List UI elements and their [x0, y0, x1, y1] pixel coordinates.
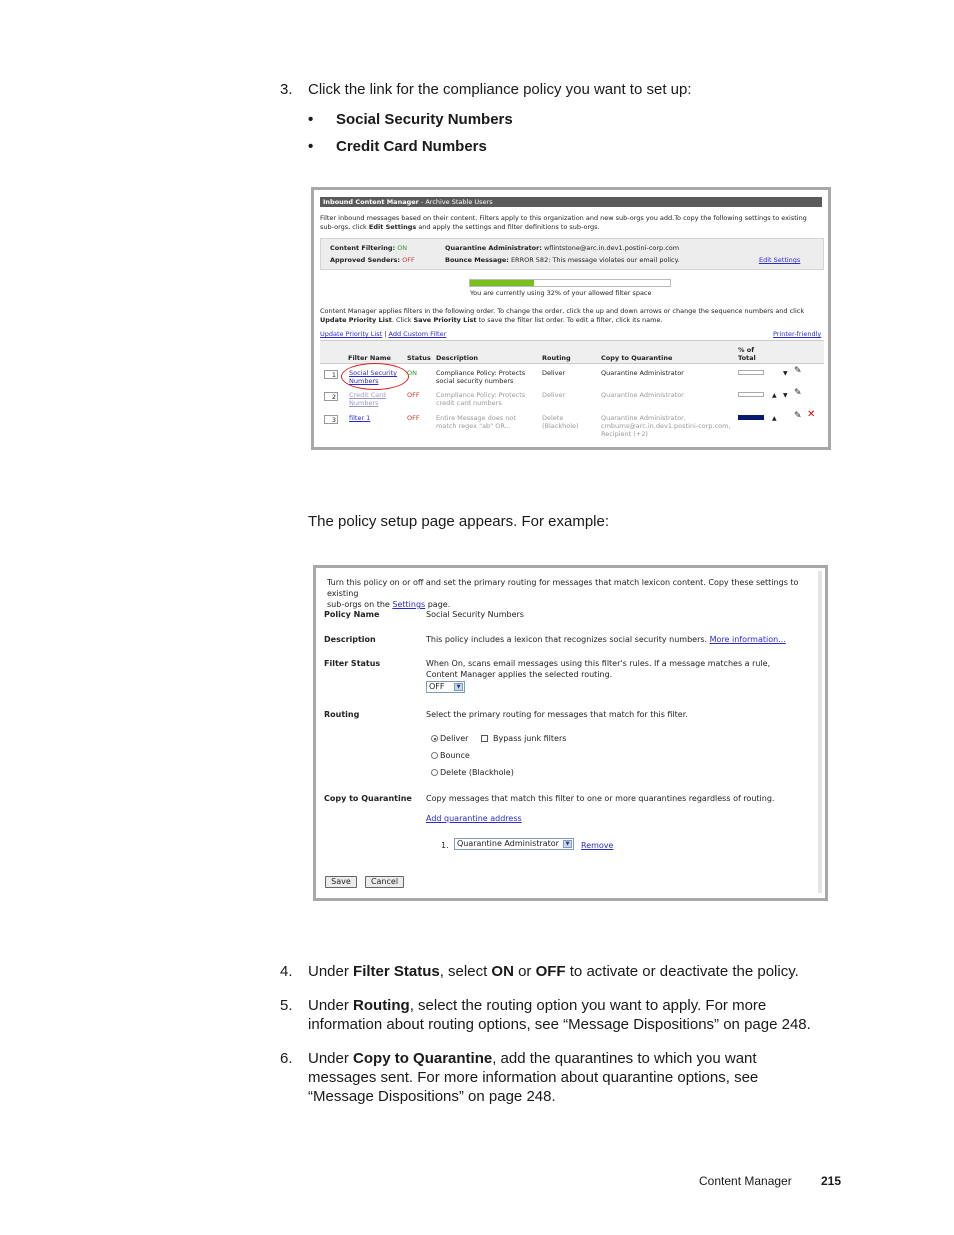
col-copy-to-quarantine: Copy to Quarantine — [601, 354, 673, 362]
filter-name-line: Social Security — [349, 369, 398, 377]
order-line-1: Content Manager applies filters in the following order. To change the order, click the up and down arrows or change the sequence numbers and click — [320, 307, 805, 315]
bullet-label: Social Security Numbers — [336, 111, 513, 128]
copy-line: cmburns@arc.in.dev1.postini-corp.com, — [601, 422, 731, 430]
col-total: Total — [738, 354, 756, 362]
step-text: Under — [308, 963, 354, 980]
filter-name-line: Numbers — [349, 399, 379, 407]
step-bold: Copy to Quarantine — [353, 1050, 493, 1067]
radio-icon[interactable] — [431, 769, 438, 776]
step-bold: Routing — [353, 997, 410, 1014]
filter-routing: Deliver — [542, 391, 566, 399]
deliver-label: Deliver — [440, 734, 469, 743]
qa-label: Quarantine Administrator: — [445, 244, 542, 252]
routing-option-deliver[interactable] — [431, 733, 468, 744]
status-text: Content Manager applies the selected routing. — [426, 670, 613, 679]
routing-description: Select the primary routing for messages that match for this filter. — [426, 710, 688, 719]
filter-description — [436, 369, 525, 385]
filter-status: ON — [407, 369, 417, 377]
step-5-text — [308, 996, 838, 1034]
bullet-credit-card: • Credit Card Numbers — [308, 138, 487, 155]
edit-icon[interactable]: ✎ — [794, 366, 802, 376]
edit-settings-link[interactable]: Edit Settings — [759, 256, 801, 264]
col-filter-name: Filter Name — [348, 354, 391, 362]
filter-table-header — [320, 340, 824, 364]
radio-icon[interactable] — [431, 752, 438, 759]
step-4-text — [308, 962, 848, 981]
scrollbar[interactable] — [818, 571, 822, 893]
intro-text: page. — [425, 600, 451, 609]
intro-text: sub-orgs, click — [320, 223, 369, 231]
bounce-label: Bounce — [440, 751, 470, 760]
policy-name-value: Social Security Numbers — [426, 610, 524, 619]
filter-name-line: Numbers — [349, 377, 379, 385]
percent-bar — [738, 370, 764, 375]
filter-status-label: Filter Status — [324, 659, 381, 668]
step-bold: Filter Status — [353, 963, 440, 980]
policy-name-label: Policy Name — [324, 610, 380, 619]
quarantine-admin-row — [445, 244, 679, 252]
intro-text: Turn this policy on or off and set the primary routing for messages that match lexicon content. Copy these settings to existing — [327, 578, 799, 598]
order-text: . Click — [391, 316, 414, 324]
edit-icon[interactable]: ✎ — [794, 388, 802, 398]
cancel-button[interactable]: Cancel — [365, 876, 404, 888]
intro-line-1: Filter inbound messages based on their content. Filters apply to this organization and new sub-orgs you add.To copy the following settings to existing — [320, 214, 807, 222]
intro-bold: Edit Settings — [368, 223, 417, 231]
step-text: , select the routing option you want to apply. For more information about routing options, see “Message Dispositions” on page 248. — [308, 997, 811, 1033]
bullet-label: Credit Card Numbers — [336, 138, 487, 155]
as-label: Approved Senders: — [330, 256, 401, 264]
add-custom-filter-link[interactable]: Add Custom Filter — [388, 330, 447, 338]
col-description: Description — [436, 354, 479, 362]
step-5-number: 5. — [280, 997, 293, 1014]
sequence-input[interactable]: 2 — [324, 392, 338, 401]
footer-section: Content Manager — [699, 1174, 792, 1188]
desc-line: Entire Message does not — [436, 414, 516, 422]
step-text: Under — [308, 1050, 354, 1067]
content-filtering-row — [330, 244, 407, 252]
step-text: , select — [439, 963, 492, 980]
quarantine-index: 1. — [441, 841, 449, 850]
order-line-2 — [320, 316, 663, 324]
screenshot-title-bar — [320, 197, 822, 207]
quarantine-select[interactable] — [454, 838, 574, 850]
order-text: to save the filter list order. To edit a filter, click its name. — [476, 316, 663, 324]
filter-status-select[interactable] — [426, 681, 465, 693]
step-3-number: 3. — [280, 81, 293, 98]
description-text: This policy includes a lexicon that recognizes social security numbers. — [426, 635, 708, 644]
intro-text: sub-orgs on the — [327, 600, 393, 609]
list-links — [320, 330, 446, 338]
filter-status-description — [426, 658, 770, 680]
bullet-social-security: • Social Security Numbers — [308, 111, 513, 128]
title-rest: - Archive Stable Users — [418, 198, 493, 206]
step-6-text — [308, 1049, 788, 1106]
desc-line: social security numbers — [436, 377, 514, 385]
step-6-number: 6. — [280, 1050, 293, 1067]
copy-line: Quarantine Administrator, — [601, 414, 686, 422]
status-text: When On, scans email messages using this filter's rules. If a message matches a rule, — [426, 659, 771, 668]
filter-status-value: OFF — [429, 682, 445, 691]
step-bold: ON — [491, 963, 514, 980]
more-information-link[interactable]: More information... — [709, 635, 786, 644]
printer-friendly-link[interactable]: Printer-friendly — [773, 330, 822, 338]
policy-setup-screenshot — [313, 565, 828, 901]
radio-icon[interactable] — [431, 735, 438, 742]
edit-icon[interactable]: ✎ — [794, 411, 802, 421]
save-button[interactable]: Save — [325, 876, 357, 888]
chevron-down-icon: ▼ — [563, 840, 572, 848]
filter-space-bar-fill — [470, 280, 534, 286]
desc-line: Compliance Policy: Protects — [436, 369, 526, 377]
filter-name-link[interactable]: filter 1 — [349, 414, 371, 422]
sequence-input[interactable]: 1 — [324, 370, 338, 379]
highlight-circle — [341, 363, 409, 390]
routing-line: Delete — [542, 414, 564, 422]
bm-label: Bounce Message: — [445, 256, 509, 264]
copy-line: Recipient (+2) — [601, 430, 648, 438]
intro-line-2 — [320, 223, 600, 231]
copy-to-quarantine-description: Copy messages that match this filter to one or more quarantines regardless of routing. — [426, 794, 775, 803]
description-value — [426, 634, 786, 645]
step-text: Under — [308, 997, 354, 1014]
policy-intro-text: The policy setup page appears. For example: — [308, 513, 610, 530]
filter-routing: Deliver — [542, 369, 566, 377]
order-bold: Update Priority List — [320, 316, 392, 324]
quarantine-value: Quarantine Administrator — [457, 839, 559, 848]
percent-bar-filled — [738, 415, 764, 420]
as-value: OFF — [402, 256, 415, 264]
intro-text: and apply the settings and filter definitions to sub-orgs. — [416, 223, 600, 231]
up-arrow-icon[interactable]: ▲ — [772, 415, 777, 422]
routing-option-delete[interactable] — [431, 767, 514, 778]
col-routing: Routing — [542, 354, 571, 362]
step-4-number: 4. — [280, 963, 293, 980]
desc-line: match regex "ab" OR... — [436, 422, 511, 430]
chevron-down-icon: ▼ — [454, 683, 463, 691]
filter-status: OFF — [407, 414, 420, 422]
step-3-text: Click the link for the compliance policy you want to set up: — [308, 81, 692, 98]
approved-senders-row — [330, 256, 415, 264]
delete-label: Delete (Blackhole) — [440, 768, 514, 777]
down-arrow-icon[interactable]: ▼ — [783, 392, 788, 399]
bounce-message-row — [445, 256, 680, 264]
bm-value: ERROR 582: This message violates our email policy. — [510, 256, 680, 264]
step-text: to activate or deactivate the policy. — [565, 963, 799, 980]
settings-link[interactable]: Settings — [392, 600, 426, 609]
qa-value: wflintstone@arc.in.dev1.postini-corp.com — [543, 244, 680, 252]
page-number: 215 — [821, 1174, 842, 1188]
filter-copy: Quarantine Administrator — [601, 391, 684, 399]
desc-line: Compliance Policy: Protects — [436, 391, 526, 399]
filter-name-line: Credit Card — [349, 391, 386, 399]
link-separator: | — [384, 330, 387, 338]
delete-icon[interactable]: ✕ — [807, 409, 816, 420]
sequence-input[interactable]: 3 — [324, 415, 338, 424]
routing-line: (Blackhole) — [542, 422, 579, 430]
filter-copy — [601, 414, 731, 438]
step-bold: OFF — [535, 963, 566, 980]
filter-routing — [542, 414, 579, 430]
filter-status: OFF — [407, 391, 420, 399]
routing-label: Routing — [324, 710, 360, 719]
checkbox-icon[interactable] — [481, 735, 488, 742]
percent-bar — [738, 392, 764, 397]
bypass-label: Bypass junk filters — [493, 734, 567, 743]
desc-line: credit card numbers — [436, 399, 502, 407]
settings-summary-box — [320, 238, 824, 270]
update-priority-link[interactable]: Update Priority List — [320, 330, 383, 338]
filter-name-link[interactable] — [349, 391, 386, 407]
filter-description — [436, 391, 525, 407]
down-arrow-icon[interactable]: ▼ — [783, 370, 788, 377]
cf-value: ON — [397, 244, 408, 252]
description-label: Description — [324, 635, 376, 644]
add-quarantine-link[interactable]: Add quarantine address — [426, 814, 522, 823]
bypass-junk-option[interactable] — [481, 733, 566, 744]
filter-space-text: You are currently using 32% of your allowed filter space — [470, 289, 652, 297]
filter-list-screenshot — [311, 187, 831, 450]
order-bold: Save Priority List — [413, 316, 477, 324]
routing-option-bounce[interactable] — [431, 750, 470, 761]
filter-description — [436, 414, 516, 430]
filter-copy: Quarantine Administrator — [601, 369, 684, 377]
filter-space-bar — [469, 279, 671, 287]
setup-intro — [327, 577, 825, 610]
step-text: , add the quarantines to which you want messages sent. For more information about quarantine options, see “Message Dispositions” on page 248. — [308, 1050, 759, 1105]
title-bold: Inbound Content Manager — [323, 198, 419, 206]
col-percent-of: % of — [738, 346, 755, 354]
cf-label: Content Filtering: — [330, 244, 396, 252]
col-status: Status — [407, 354, 431, 362]
remove-link[interactable]: Remove — [581, 841, 614, 850]
up-arrow-icon[interactable]: ▲ — [772, 392, 777, 399]
step-text: or — [513, 963, 536, 980]
copy-to-quarantine-label: Copy to Quarantine — [324, 794, 412, 803]
